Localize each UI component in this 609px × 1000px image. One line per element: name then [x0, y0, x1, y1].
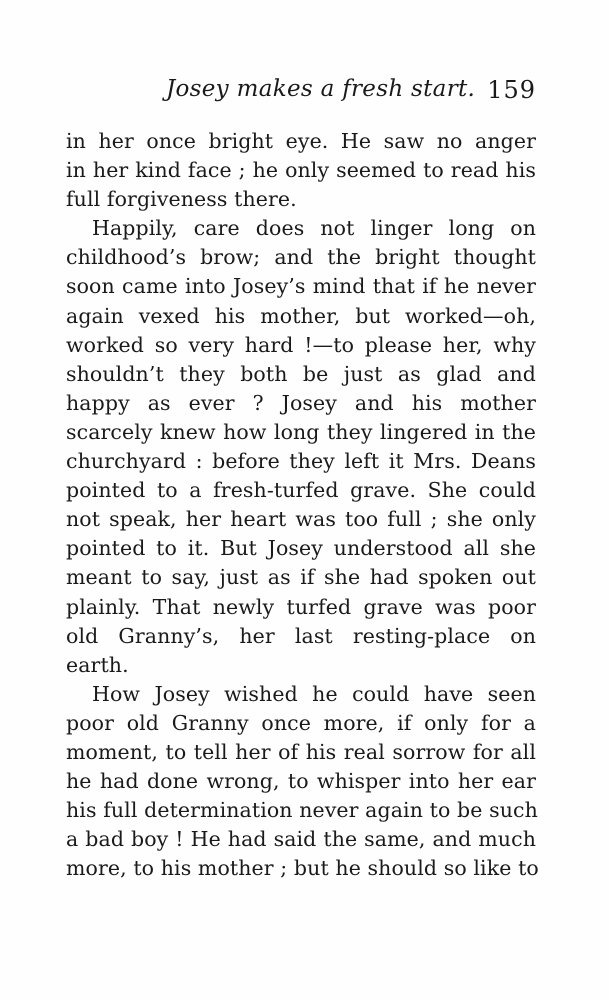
text-line: worked so very hard !—to please her, why: [66, 332, 536, 357]
text-line: poor old Granny once more, if only for a: [66, 710, 536, 735]
text-line: more, to his mother ; but he should so like to: [66, 856, 539, 881]
text-line: shouldn’t they both be just as glad and: [66, 361, 536, 386]
text-line: pointed to it. But Josey understood all she: [66, 536, 536, 561]
text-line: earth.: [66, 652, 129, 677]
text-line: again vexed his mother, but worked—oh,: [66, 303, 536, 328]
text-line: meant to say, just as if she had spoken out: [66, 565, 536, 590]
text-line: a bad boy ! He had said the same, and much: [66, 827, 536, 852]
text-line: soon came into Josey’s mind that if he never: [66, 274, 536, 299]
text-line: old Granny’s, her last resting-place on: [66, 623, 536, 648]
body-text: [66, 127, 539, 883]
text-line: pointed to a fresh-turfed grave. She could: [66, 478, 536, 503]
text-line: How Josey wished he could have seen: [92, 681, 536, 706]
page-header: [66, 76, 536, 112]
text-line: he had done wrong, to whisper into her ear: [66, 769, 536, 794]
page-number: 159: [487, 76, 536, 104]
running-title: Josey makes a fresh start.: [166, 76, 476, 102]
text-line: his full determination never again to be such: [66, 798, 538, 823]
text-line: churchyard : before they left it Mrs. Deans: [66, 449, 536, 474]
text-line: Happily, care does not linger long on: [92, 216, 536, 241]
text-line: in her kind face ; he only seemed to read his: [66, 158, 536, 183]
text-line: plainly. That newly turfed grave was poor: [66, 594, 536, 619]
text-line: happy as ever ? Josey and his mother: [66, 390, 536, 415]
text-line: in her once bright eye. He saw no anger: [66, 129, 536, 153]
text-line: full forgiveness there.: [66, 187, 297, 212]
text-line: childhood’s brow; and the bright thought: [66, 245, 536, 270]
text-line: moment, to tell her of his real sorrow for all: [66, 739, 536, 764]
text-line: not speak, her heart was too full ; she only: [66, 507, 536, 532]
text-line: scarcely knew how long they lingered in the: [66, 419, 536, 444]
